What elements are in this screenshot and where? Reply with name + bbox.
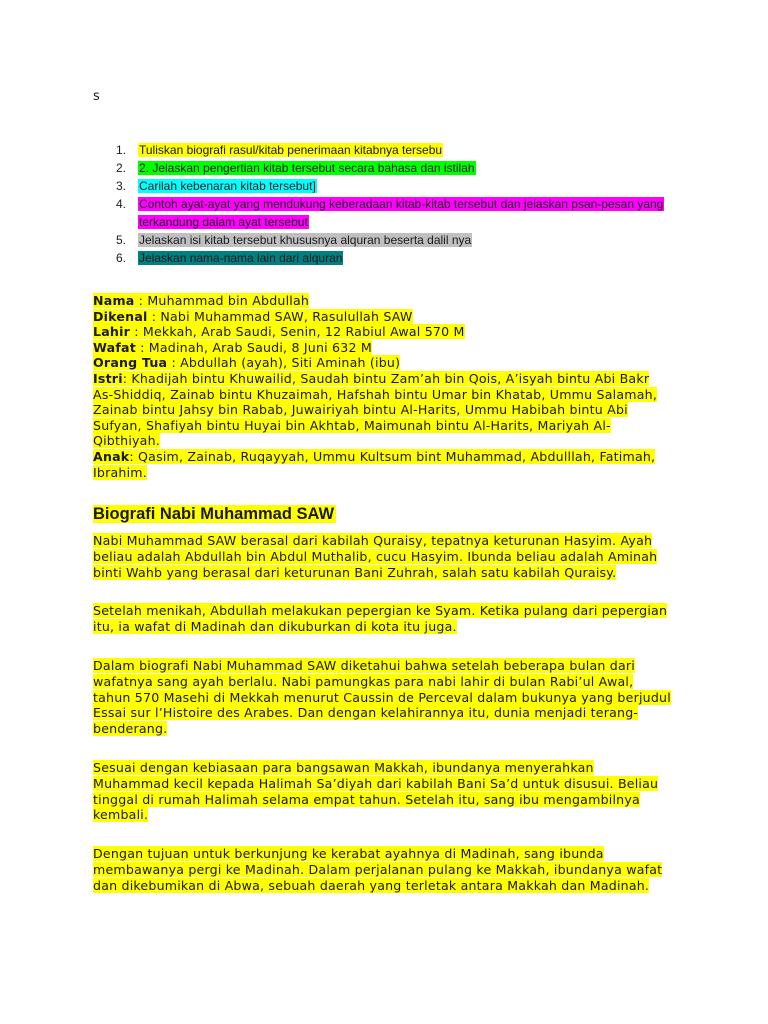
paragraph-text: Dalam biografi Nabi Muhammad SAW diketahui bahwa setelah beberapa bulan dari wafatnya sang ayah berlalu. Nabi pamungkas para nabi lahir di bulan Rabi’ul Awal, tahun 570 Masehi di Mekkah menurut Caussin de Perceval dalam bukunya yang berjudul Essai sur l’Histoire des Arabes. Dan dengan kelahirannya itu, dunia menjadi terang-benderang.	[93, 657, 671, 737]
task-list	[116, 141, 686, 267]
bio-value: : Nabi Muhammad SAW, Rasulullah SAW	[147, 308, 413, 324]
section-heading	[93, 503, 336, 525]
bio-value: : Muhammad bin Abdullah	[134, 293, 310, 308]
task-number: 6.	[116, 251, 127, 265]
task-text: Tuliskan biografi rasul/kitab penerimaan kitabnya tersebu	[139, 143, 443, 157]
task-text: Carilah kebenaran kitab tersebut]	[139, 179, 316, 193]
task-number: 5.	[116, 233, 127, 247]
task-item-1	[116, 141, 686, 159]
paragraph-text: Dengan tujuan untuk berkunjung ke kerabat ayahnya di Madinah, sang ibunda membawanya pergi ke Madinah. Dalam perjalanan pulang ke Makkah, ibundanya wafat dan dikebumikan di Abwa, sebuah daerah yang terletak antara Makkah dan Madinah.	[93, 846, 663, 893]
bio-value: : Qasim, Zainab, Ruqayyah, Ummu Kultsum bint Muhammad, Abdulllah, Fatimah, Ibrahim.	[93, 448, 656, 480]
biography-paragraphs	[93, 533, 673, 917]
bio-wafat	[93, 340, 673, 356]
task-number: 2.	[116, 161, 127, 175]
bio-label: Anak	[93, 448, 130, 464]
task-item-5	[116, 231, 686, 249]
bio-nama	[93, 293, 673, 309]
task-number: 1.	[116, 143, 127, 157]
bio-value: : Madinah, Arab Saudi, 8 Juni 632 M	[135, 339, 372, 355]
bio-label: Wafat	[93, 339, 136, 355]
bio-label: Istri	[93, 370, 123, 386]
biodata-block	[93, 293, 673, 480]
bio-dikenal	[93, 309, 673, 325]
bio-label: Orang Tua	[93, 355, 168, 371]
paragraph	[93, 533, 673, 580]
task-item-4	[116, 195, 686, 231]
bio-label: Dikenal	[93, 308, 148, 324]
bio-orang-tua	[93, 355, 673, 371]
task-text: Contoh ayat-ayat yang mendukung keberadaan kitab-kitab tersebut dan jelaskan psan-pesan yang terkandung dalam ayat tersebut	[139, 197, 664, 229]
task-item-6	[116, 249, 686, 267]
task-item-3	[116, 177, 686, 195]
paragraph	[93, 760, 673, 823]
paragraph-text: Sesuai dengan kebiasaan para bangsawan Makkah, ibundanya menyerahkan Muhammad kecil kepada Halimah Sa’diyah dari kabilah Bani Sa’d untuk disusui. Beliau tinggal di rumah Halimah selama empat tahun. Setelah itu, sang ibu mengambilnya kembali.	[93, 759, 659, 823]
heading-text: Biografi Nabi Muhammad SAW	[93, 505, 335, 523]
stray-character: s	[93, 89, 100, 104]
paragraph	[93, 603, 673, 635]
task-number: 3.	[116, 179, 127, 193]
paragraph-text: Nabi Muhammad SAW berasal dari kabilah Quraisy, tepatnya keturunan Hasyim. Ayah beliau adalah Abdullah bin Abdul Muthalib, cucu Hasyim. Ibunda beliau adalah Aminah binti Wahb yang berasal dari keturunan Bani Zuhrah, salah satu kabilah Quraisy.	[93, 533, 658, 580]
bio-label: Lahir	[93, 324, 131, 340]
bio-label: Nama	[93, 293, 135, 308]
task-text: 2. Jelaskan pengertian kitab tersebut secara bahasa dan istilah	[139, 161, 475, 175]
paragraph-text: Setelah menikah, Abdullah melakukan pepergian ke Syam. Ketika pulang dari pepergian itu, ia wafat di Madinah dan dikuburkan di kota itu juga.	[93, 603, 668, 635]
bio-value: : Khadijah bintu Khuwailid, Saudah bintu Zam’ah bin Qois, A’isyah bintu Abi Bakr As-Shiddiq, Zainab bintu Khuzaimah, Hafshah bintu Umar bin Khatab, Ummu Salamah, Zainab bintu Jahsy bin Rabab, Juwairiyah bintu Al-Harits, Ummu Habibah bintu Abi Sufyan, Shafiyah bintu Huyai bin Akhtab, Maimunah bintu Al-Harits, Mariyah Al-Qibthiyah.	[93, 370, 658, 449]
task-text: Jelaskan nama-nama lain dari alquran	[139, 251, 343, 265]
bio-value: : Abdullah (ayah), Siti Aminah (ibu)	[167, 355, 401, 371]
task-number: 4.	[116, 197, 127, 211]
bio-value: : Mekkah, Arab Saudi, Senin, 12 Rabiul Awal 570 M	[130, 324, 465, 340]
task-text: Jelaskan isi kitab tersebut khususnya alquran beserta dalil nya	[139, 233, 472, 247]
paragraph	[93, 658, 673, 737]
bio-lahir	[93, 324, 673, 340]
bio-anak	[93, 449, 673, 480]
paragraph	[93, 846, 673, 893]
bio-istri	[93, 371, 673, 449]
task-item-2	[116, 159, 686, 177]
